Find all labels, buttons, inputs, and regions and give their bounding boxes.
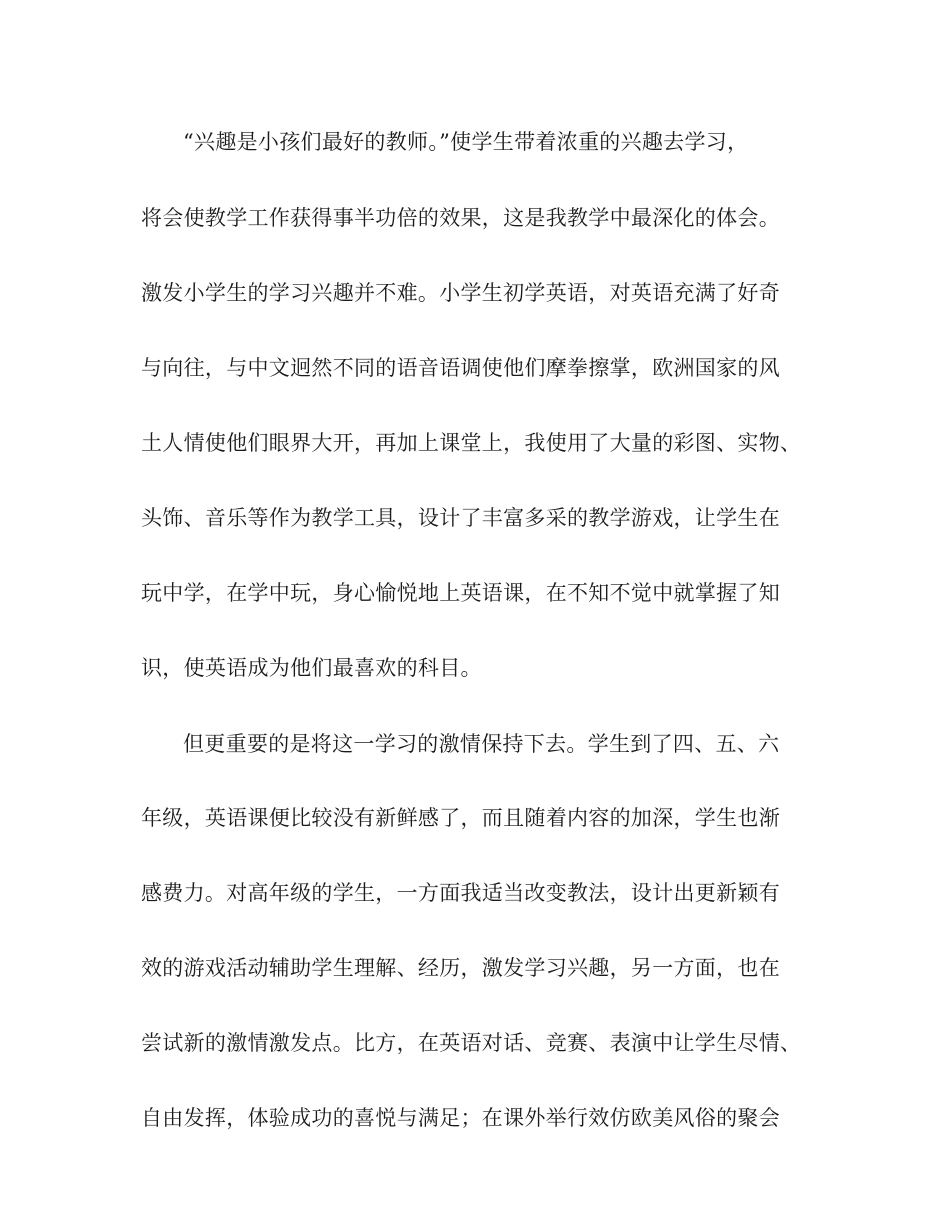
text-line: 尝试新的激情激发点。比方，在英语对话、竞赛、表演中让学生尽情、 — [141, 1031, 802, 1055]
text-line: 与向往，与中文迥然不同的语音语调使他们摩拳擦掌，欧洲国家的风 — [141, 356, 780, 380]
text-line: 感费力。对高年级的学生，一方面我适当改变教法，设计出更新颖有 — [141, 881, 780, 905]
text-line: 土人情使他们眼界大开，再加上课堂上，我使用了大量的彩图、实物、 — [141, 431, 802, 455]
text-line: 激发小学生的学习兴趣并不难。小学生初学英语，对英语充满了好奇 — [141, 281, 780, 305]
text-line: 自由发挥，体验成功的喜悦与满足；在课外举行效仿欧美风俗的聚会 — [141, 1106, 780, 1130]
text-line: “兴趣是小孩们最好的教师。”使学生带着浓重的兴趣去学习， — [183, 130, 749, 154]
text-line: 将会使教学工作获得事半功倍的效果，这是我教学中最深化的体会。 — [141, 206, 780, 230]
text-line: 年级，英语课便比较没有新鲜感了，而且随着内容的加深，学生也渐 — [141, 806, 780, 830]
text-line: 玩中学，在学中玩，身心愉悦地上英语课，在不知不觉中就掌握了知 — [141, 581, 780, 605]
text-line: 头饰、音乐等作为教学工具，设计了丰富多采的教学游戏，让学生在 — [141, 506, 780, 530]
text-line: 但更重要的是将这一学习的激情保持下去。学生到了四、五、六 — [183, 732, 780, 756]
text-line: 识，使英语成为他们最喜欢的科目。 — [141, 656, 482, 680]
text-line: 效的游戏活动辅助学生理解、经历，激发学习兴趣，另一方面，也在 — [141, 956, 780, 980]
